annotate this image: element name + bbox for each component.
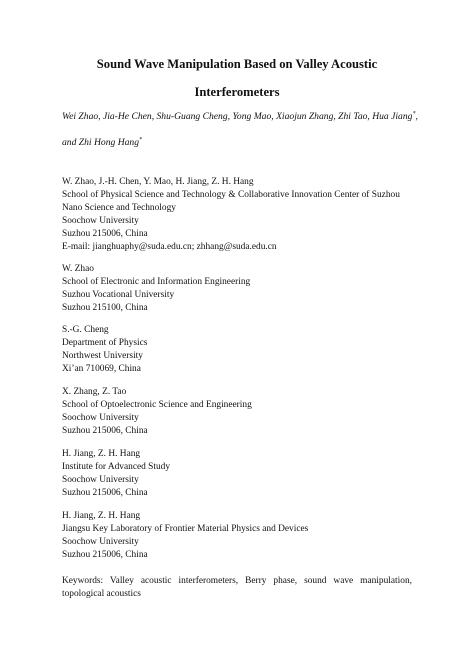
affiliation-block	[62, 324, 422, 376]
author-names: Wei Zhao, Jia-He Chen, Shu-Guang Cheng, Yong Mao, Xiaojun Zhang, Zhi Tao, Hua Jiang	[62, 111, 413, 122]
author-list-line-2	[62, 137, 422, 149]
affiliation-block	[62, 176, 422, 255]
corresponding-author-mark: *	[412, 110, 416, 117]
keywords-paragraph	[62, 575, 412, 601]
affiliation-line: School of Physical Science and Technology & Collaborative Innovation Center of Suzhou	[62, 190, 400, 201]
affiliation-line: Department of Physics	[62, 338, 148, 349]
keywords-line-1: Keywords: Valley acoustic interferometers, Berry phase, sound wave manipulation,	[62, 576, 412, 586]
keywords-line-2: topological acoustics	[62, 589, 141, 600]
author-list-line-1	[62, 111, 422, 123]
contact-email: E-mail: jianghuaphy@suda.edu.cn; zhhang@suda.edu.cn	[62, 242, 277, 253]
affiliation-line: Suzhou 215006, China	[62, 550, 148, 561]
affiliation-line: Suzhou 215006, China	[62, 229, 148, 240]
paper-title-line-2: Interferometers	[194, 85, 280, 99]
affiliation-names: W. Zhao	[62, 264, 94, 274]
affiliation-line: Suzhou 215006, China	[62, 426, 148, 437]
corresponding-author-mark: *	[139, 136, 143, 143]
affiliation-block	[62, 448, 422, 500]
affiliation-line: School of Optoelectronic Science and Engineering	[62, 400, 252, 411]
affiliation-line: Suzhou Vocational University	[62, 290, 175, 301]
affiliation-line: School of Electronic and Information Engineering	[62, 277, 251, 288]
affiliation-line: Suzhou 215006, China	[62, 488, 148, 499]
affiliation-block	[62, 263, 422, 315]
affiliation-line: Soochow University	[62, 475, 139, 486]
affiliation-line: Soochow University	[62, 413, 139, 424]
affiliation-names: W. Zhao, J.-H. Chen, Y. Mao, H. Jiang, Z. H. Hang	[62, 177, 254, 187]
author-separator: ,	[415, 111, 418, 122]
affiliation-block	[62, 386, 422, 438]
affiliation-line: Suzhou 215100, China	[62, 303, 148, 314]
affiliation-line: Nano Science and Technology	[62, 203, 176, 214]
paper-title-line-1: Sound Wave Manipulation Based on Valley Acoustic	[96, 57, 378, 71]
affiliation-block	[62, 510, 422, 562]
affiliation-line: Institute for Advanced Study	[62, 462, 171, 473]
affiliation-names: S.-G. Cheng	[62, 325, 109, 335]
affiliation-line: Northwest University	[62, 351, 143, 362]
affiliation-line: Jiangsu Key Laboratory of Frontier Material Physics and Devices	[62, 524, 309, 535]
affiliation-line: Xi’an 710069, China	[62, 364, 141, 375]
affiliation-names: H. Jiang, Z. H. Hang	[62, 449, 141, 459]
affiliation-names: X. Zhang, Z. Tao	[62, 387, 127, 397]
author-names: and Zhi Hong Hang	[62, 137, 140, 148]
affiliation-line: Soochow University	[62, 537, 139, 548]
affiliation-line: Soochow University	[62, 216, 139, 227]
affiliation-names: H. Jiang, Z. H. Hang	[62, 511, 141, 521]
